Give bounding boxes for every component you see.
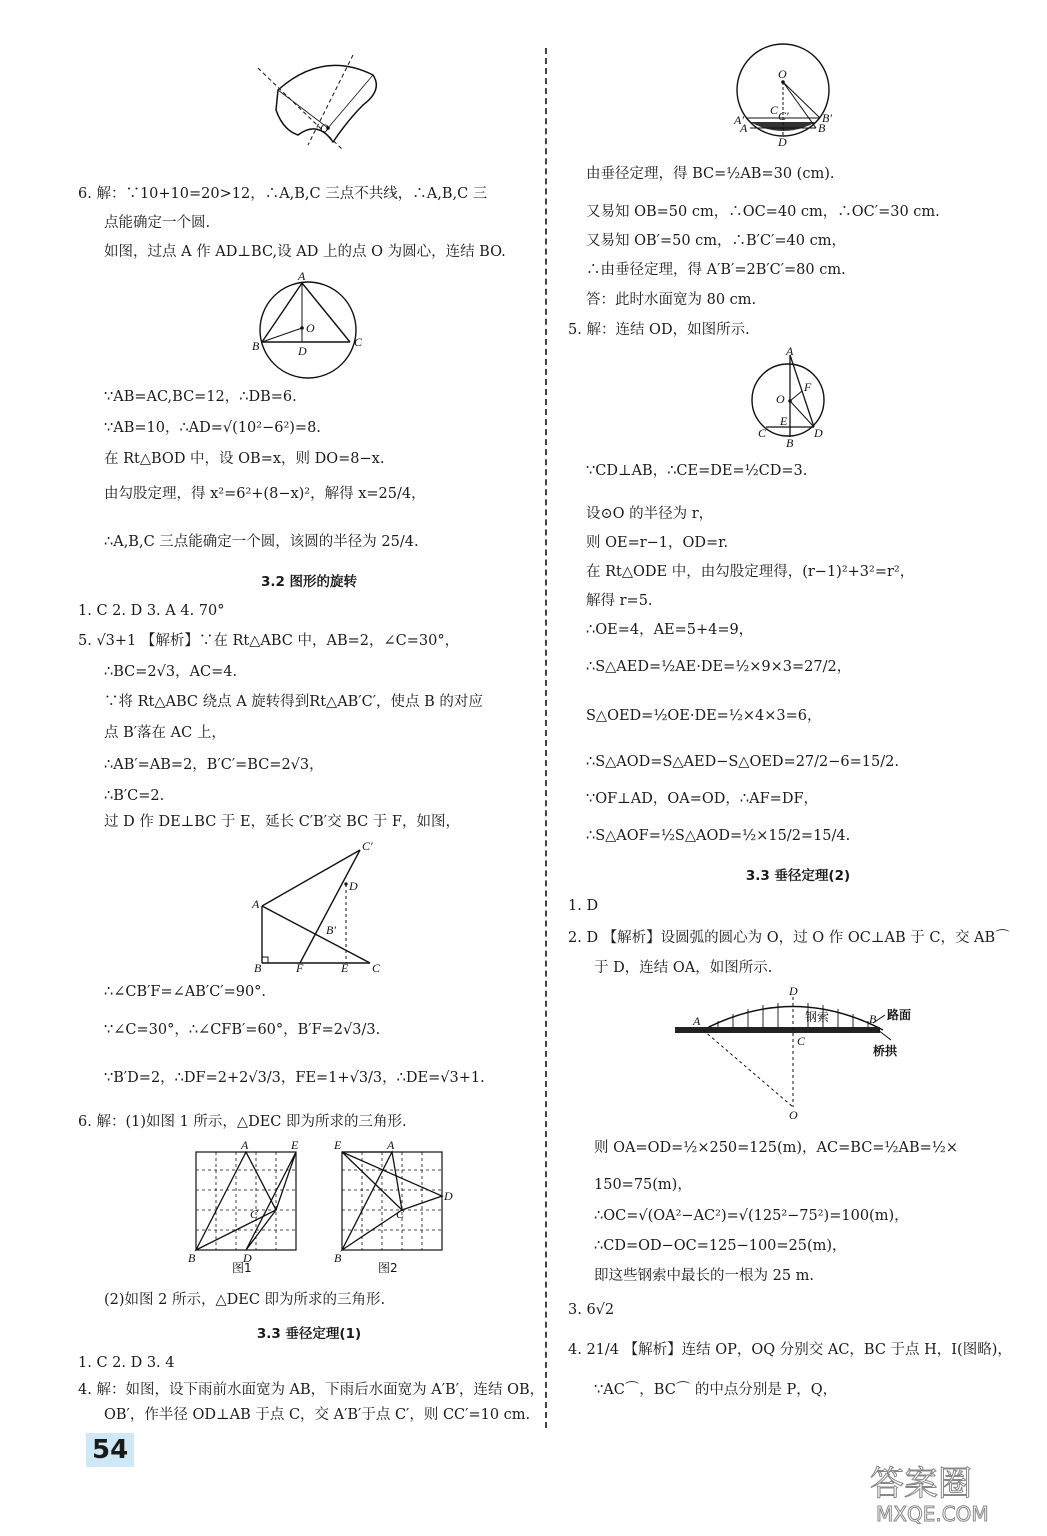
svg-text:C: C xyxy=(396,1207,405,1221)
q6-line2: 点能确定一个圆. xyxy=(104,215,211,231)
svg-text:B: B xyxy=(334,1251,342,1265)
svg-text:A: A xyxy=(298,270,306,283)
q6-line1: 6. 解：∵10+10=20>12，∴A,B,C 三点不共线，∴A,B,C 三 xyxy=(78,186,488,202)
circle-odef-figure xyxy=(746,345,836,450)
r-line1: 由垂径定理，得 BC=½AB=30 (cm). xyxy=(586,166,835,182)
r-q5-line5: 在 Rt△ODE 中，由勾股定理得，(r−1)²+3²=r²， xyxy=(586,564,915,580)
svg-text:D: D xyxy=(789,985,798,998)
svg-text:C: C xyxy=(372,961,381,973)
q6-line7: 由勾股定理，得 x²=6²+(8−x)²，解得 x=25/4， xyxy=(104,486,426,502)
q6-line3: 如图，过点 A 作 AD⊥BC,设 AD 上的点 O 为圆心，连结 BO. xyxy=(104,244,506,260)
svg-text:C: C xyxy=(758,426,767,440)
s32-q5-line6: ∴B′C=2. xyxy=(104,788,165,804)
svg-text:D: D xyxy=(778,135,787,149)
svg-text:E: E xyxy=(334,1138,342,1152)
bridge-arch-figure xyxy=(673,985,933,1120)
section-heading-3-3-1: 3.3 垂径定理(1) xyxy=(256,1326,362,1342)
svg-text:C: C xyxy=(797,1034,806,1048)
water-circle-figure xyxy=(728,40,838,150)
svg-text:C: C xyxy=(770,103,779,117)
r-q5-line7: ∴OE=4，AE=5+4=9， xyxy=(586,622,754,638)
fig-label-o: O xyxy=(320,121,329,135)
r-line5: 答：此时水面宽为 80 cm. xyxy=(586,292,757,308)
circle-abc-figure xyxy=(250,270,370,385)
svg-text:B: B xyxy=(818,121,826,135)
svg-text:A: A xyxy=(241,1138,249,1152)
r-s33-q2-line3: 则 OA=OD=½×250=125(m)，AC=BC=½AB=½× xyxy=(594,1140,958,1156)
r-s33-q1: 1. D xyxy=(568,898,599,914)
q6-line5: ∵AB=10，∴AD=√(10²−6²)=8. xyxy=(104,420,321,436)
svg-text:D: D xyxy=(814,426,823,440)
s32-q5-line9: ∵∠C=30°，∴∠CFB′=60°，B′F=2√3/3. xyxy=(104,1022,381,1038)
r-s33-q2-line7: 即这些钢索中最长的一根为 25 m. xyxy=(594,1268,815,1284)
svg-text:C′: C′ xyxy=(778,109,789,123)
r-q5-line6: 解得 r=5. xyxy=(586,593,653,609)
r-s33-q4-line1: 4. 21/4 【解析】连结 OP，OQ 分别交 AC，BC 于点 H，I(图略)， xyxy=(568,1342,1012,1358)
svg-text:A: A xyxy=(387,1138,395,1152)
r-line4: ∴由垂径定理，得 A′B′=2B′C′=80 cm. xyxy=(586,262,846,278)
svg-text:E: E xyxy=(291,1138,299,1152)
s32-q5-line4: 点 B′落在 AC 上， xyxy=(104,725,226,741)
s32-q5-line5: ∴AB′=AB=2，B′C′=BC=2√3， xyxy=(104,757,324,773)
watermark-bottom: MXQE.COM xyxy=(876,1502,989,1526)
s32-q5-line10: ∵B′D=2，∴DF=2+2√3/3，FE=1+√3/3，∴DE=√3+1. xyxy=(104,1070,485,1086)
r-s33-q4-line2: ∵AC⌒，BC⌒ 的中点分别是 P，Q， xyxy=(594,1382,838,1398)
svg-text:C′: C′ xyxy=(362,839,373,853)
s33-q4-line1: 4. 解：如图，设下雨前水面宽为 AB，下雨后水面宽为 A′B′，连结 OB， xyxy=(78,1382,545,1398)
svg-text:O: O xyxy=(306,321,315,335)
svg-text:E: E xyxy=(341,961,349,973)
svg-text:E: E xyxy=(780,414,788,428)
s32-q5-line1: 5. √3+1 【解析】∵在 Rt△ABC 中，AB=2，∠C=30°， xyxy=(78,633,460,649)
r-s33-q2-line4: 150=75(m)， xyxy=(594,1177,692,1193)
svg-text:D: D xyxy=(298,344,307,358)
svg-text:A: A xyxy=(252,897,260,911)
r-q5-line11: ∵OF⊥AD，OA=OD，∴AF=DF， xyxy=(586,791,819,807)
svg-text:B: B xyxy=(252,339,260,353)
s33-q4-line2: OB′，作半径 OD⊥AB 于点 C，交 A′B′于点 C′，则 CC′=10 cm. xyxy=(104,1407,531,1423)
r-line3: 又易知 OB′=50 cm，∴B′C′=40 cm， xyxy=(586,233,846,249)
s32-q6-line1: 6. 解：(1)如图 1 所示，△DEC 即为所求的三角形. xyxy=(78,1114,407,1130)
svg-text:D: D xyxy=(444,1189,453,1203)
section-heading-3-2: 3.2 图形的旋转 xyxy=(260,574,358,590)
svg-text:F: F xyxy=(804,380,812,394)
svg-text:B′: B′ xyxy=(822,111,832,125)
svg-text:B: B xyxy=(188,1251,196,1265)
label-road: 路面 xyxy=(887,1008,912,1022)
svg-text:D: D xyxy=(349,879,358,893)
r-q5-line2: ∵CD⊥AB，∴CE=DE=½CD=3. xyxy=(586,463,808,479)
s32-q5-line3: ∵将 Rt△ABC 绕点 A 旋转得到Rt△AB′C′，使点 B 的对应 xyxy=(104,694,483,710)
r-s33-q2-line1: 2. D 【解析】设圆弧的圆心为 O，过 O 作 OC⊥AB 于 C，交 AB⌒ xyxy=(568,930,1010,946)
semicircle-figure xyxy=(248,50,398,155)
s32-q6-line2: (2)如图 2 所示，△DEC 即为所求的三角形. xyxy=(104,1292,386,1308)
r-q5-line3: 设⊙O 的半径为 r， xyxy=(586,506,714,522)
svg-text:A: A xyxy=(693,1014,701,1028)
r-s33-q2-line6: ∴CD=OD−OC=125−100=25(m)， xyxy=(594,1238,847,1254)
r-s33-q3: 3. 6√2 xyxy=(568,1302,615,1318)
r-q5-line12: ∴S△AOF=½S△AOD=½×15/2=15/4. xyxy=(586,828,851,844)
page-number: 54 xyxy=(86,1433,134,1467)
r-q5-line1: 5. 解：连结 OD，如图所示. xyxy=(568,322,750,338)
svg-text:D: D xyxy=(243,1251,252,1265)
q6-line8: ∴A,B,C 三点能确定一个圆，该圆的半径为 25/4. xyxy=(104,534,419,550)
svg-text:B: B xyxy=(254,961,262,973)
s33-answers-1-3: 1. C 2. D 3. 4 xyxy=(78,1355,175,1371)
svg-text:O: O xyxy=(776,392,785,406)
r-q5-line8: ∴S△AED=½AE·DE=½×9×3=27/2， xyxy=(586,659,852,675)
column-divider xyxy=(545,48,547,1428)
r-q5-line10: ∴S△AOD=S△AED−S△OED=27/2−6=15/2. xyxy=(586,754,899,770)
svg-text:O: O xyxy=(778,67,787,81)
fig2-caption: 图2 xyxy=(378,1261,398,1273)
label-cable: 钢索 xyxy=(805,1010,830,1024)
s32-answers-1-4: 1. C 2. D 3. A 4. 70° xyxy=(78,603,225,619)
section-heading-3-3-2: 3.3 垂径定理(2) xyxy=(745,868,851,884)
svg-text:A: A xyxy=(786,345,794,358)
r-line2: 又易知 OB=50 cm，∴OC=40 cm，∴OC′=30 cm. xyxy=(586,204,940,220)
svg-text:A′: A′ xyxy=(734,113,744,127)
q6-line6: 在 Rt△BOD 中，设 OB=x，则 DO=8−x. xyxy=(104,451,385,467)
svg-text:A: A xyxy=(740,121,748,135)
svg-text:C: C xyxy=(250,1207,259,1221)
svg-text:F: F xyxy=(296,961,304,973)
watermark-logo xyxy=(862,1455,1027,1527)
s32-q5-line2: ∴BC=2√3，AC=4. xyxy=(104,664,238,680)
label-arch: 桥拱 xyxy=(873,1044,898,1058)
svg-text:B: B xyxy=(869,1012,877,1026)
watermark-top: 答案圈 xyxy=(870,1464,972,1504)
svg-text:B′: B′ xyxy=(326,923,336,937)
rotation-triangle-figure xyxy=(250,838,385,973)
grid-figure-1 xyxy=(188,1138,300,1273)
svg-text:B: B xyxy=(786,436,794,450)
s32-q5-line7: 过 D 作 DE⊥BC 于 E，延长 C′B′交 BC 于 F，如图， xyxy=(104,814,460,830)
r-q5-line9: S△OED=½OE·DE=½×4×3=6， xyxy=(586,708,822,724)
svg-text:C: C xyxy=(354,335,363,349)
q6-line4: ∵AB=AC,BC=12，∴DB=6. xyxy=(104,389,297,405)
s32-q5-line8: ∴∠CB′F=∠AB′C′=90°. xyxy=(104,984,267,1000)
r-s33-q2-line5: ∴OC=√(OA²−AC²)=√(125²−75²)=100(m)， xyxy=(594,1208,909,1224)
grid-figure-2 xyxy=(334,1138,459,1273)
fig1-caption: 图1 xyxy=(232,1261,252,1273)
r-s33-q2-line2: 于 D，连结 OA，如图所示. xyxy=(594,960,773,976)
r-q5-line4: 则 OE=r−1，OD=r. xyxy=(586,535,729,551)
svg-text:O: O xyxy=(789,1108,798,1120)
